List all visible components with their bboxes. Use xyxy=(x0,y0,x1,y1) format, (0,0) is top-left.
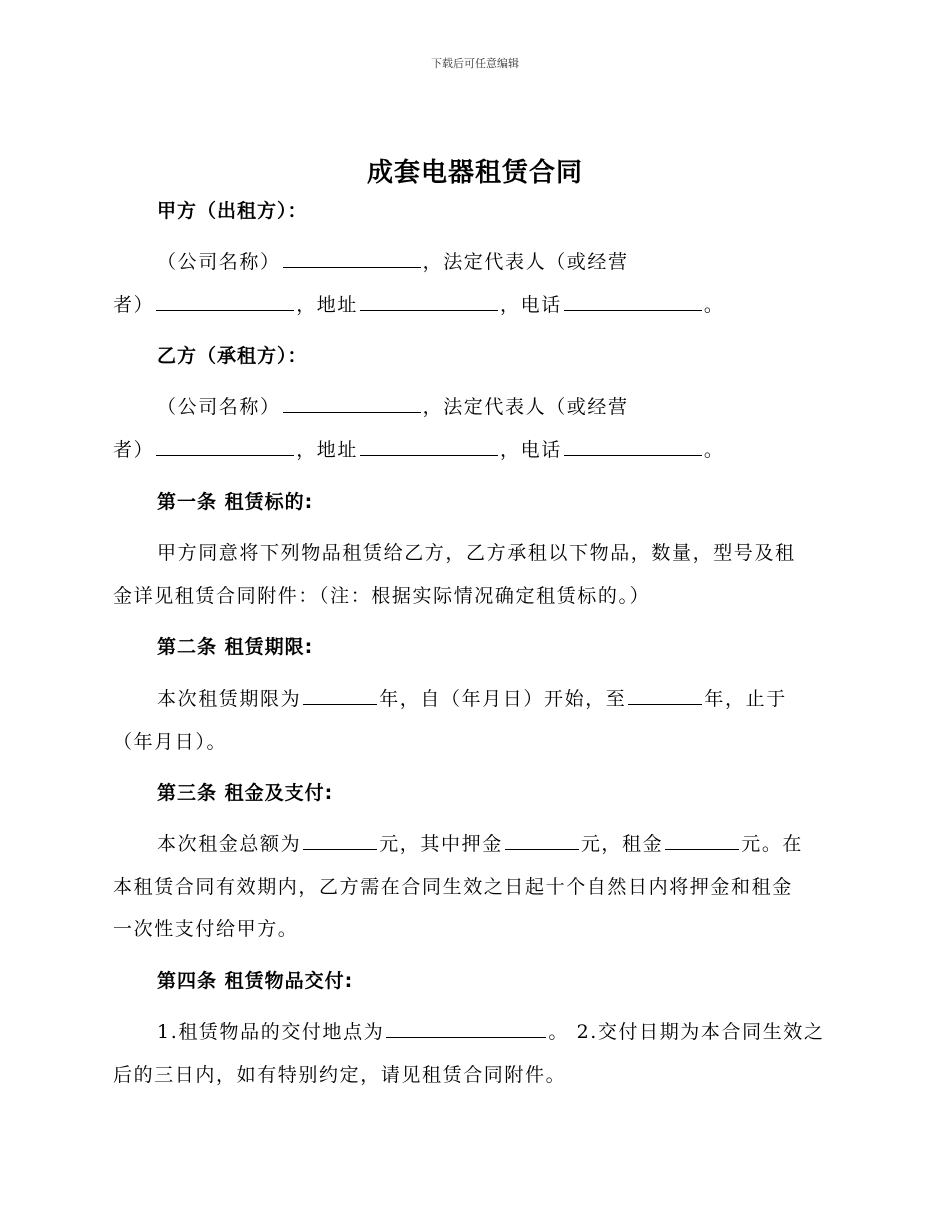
party-b-operator-label: 者） xyxy=(113,439,155,461)
article-3-end-label: 元。在 xyxy=(741,833,804,855)
article-2-line-2: （年月日）。 xyxy=(113,731,228,753)
party-a-heading: 甲方（出租方）： xyxy=(157,200,308,222)
article-4-location-label: 1.租赁物品的交付地点为 xyxy=(157,1021,385,1043)
header-note: 下载后可任意编辑 xyxy=(431,57,519,70)
article-2-line-1 xyxy=(157,684,887,714)
article-3-total-blank xyxy=(303,831,377,850)
article-2-period-blank xyxy=(303,686,377,705)
article-3-line-3: 一次性支付给甲方。 xyxy=(113,918,299,940)
party-b-heading: 乙方（承租方）： xyxy=(157,345,308,367)
article-2-start-label: 年，自（年月日）开始，至 xyxy=(379,688,627,710)
party-a-address-blank xyxy=(360,292,498,311)
article-3-line-1 xyxy=(157,829,887,859)
article-3-line-2: 本租赁合同有效期内，乙方需在合同生效之日起十个自然日内将押金和租金 xyxy=(113,876,793,898)
party-a-rep-label: ，法定代表人（或经营 xyxy=(422,251,629,273)
party-b-line-1 xyxy=(157,392,887,422)
party-b-company-blank xyxy=(283,394,421,413)
party-a-line-1 xyxy=(157,247,887,277)
party-a-company-blank xyxy=(283,249,421,268)
article-2-period-label: 本次租赁期限为 xyxy=(157,688,302,710)
article-4-date-label: 。 2.交付日期为本合同生效之 xyxy=(548,1021,825,1043)
article-3-rent-label: 元，租金 xyxy=(580,833,664,855)
party-b-rep-label: ，法定代表人（或经营 xyxy=(422,396,629,418)
party-b-phone-blank xyxy=(564,437,702,456)
party-a-company-label: （公司名称） xyxy=(157,251,281,273)
party-b-phone-label: ，电话 xyxy=(500,439,562,461)
party-a-line-2 xyxy=(113,290,843,320)
party-a-phone-blank xyxy=(564,292,702,311)
article-1-line-2: 金详见租赁合同附件：（注：根据实际情况确定租赁标的。） xyxy=(113,585,651,607)
article-3-deposit-label: 元，其中押金 xyxy=(379,833,503,855)
party-b-line-2 xyxy=(113,435,843,465)
article-3-heading: 第三条 租金及支付: xyxy=(157,782,334,804)
party-b-address-label: ，地址 xyxy=(296,439,359,461)
article-2-end-label: 年，止于 xyxy=(704,688,787,710)
party-a-operator-label: 者） xyxy=(113,294,155,316)
party-b-rep-blank xyxy=(156,437,294,456)
article-3-deposit-blank xyxy=(505,831,579,850)
party-a-address-label: ，地址 xyxy=(296,294,359,316)
article-4-location-blank xyxy=(386,1019,546,1038)
article-4-line-2: 后的三日内，如有特别约定，请见租赁合同附件。 xyxy=(113,1064,567,1086)
document-title: 成套电器租赁合同 xyxy=(366,158,583,188)
article-2-heading: 第二条 租赁期限: xyxy=(157,636,314,658)
article-1-heading: 第一条 租赁标的: xyxy=(157,491,314,513)
article-2-end-blank xyxy=(628,686,702,705)
article-3-rent-blank xyxy=(665,831,739,850)
party-b-company-label: （公司名称） xyxy=(157,396,281,418)
party-a-phone-label: ，电话 xyxy=(500,294,562,316)
article-1-line-1: 甲方同意将下列物品租赁给乙方，乙方承租以下物品，数量，型号及租 xyxy=(157,542,796,564)
article-3-total-label: 本次租金总额为 xyxy=(157,833,302,855)
article-4-heading: 第四条 租赁物品交付: xyxy=(157,970,354,992)
party-b-end: 。 xyxy=(703,439,725,461)
party-b-address-blank xyxy=(360,437,498,456)
party-a-rep-blank xyxy=(156,292,294,311)
party-a-end: 。 xyxy=(703,294,725,316)
article-4-line-1 xyxy=(157,1017,887,1047)
